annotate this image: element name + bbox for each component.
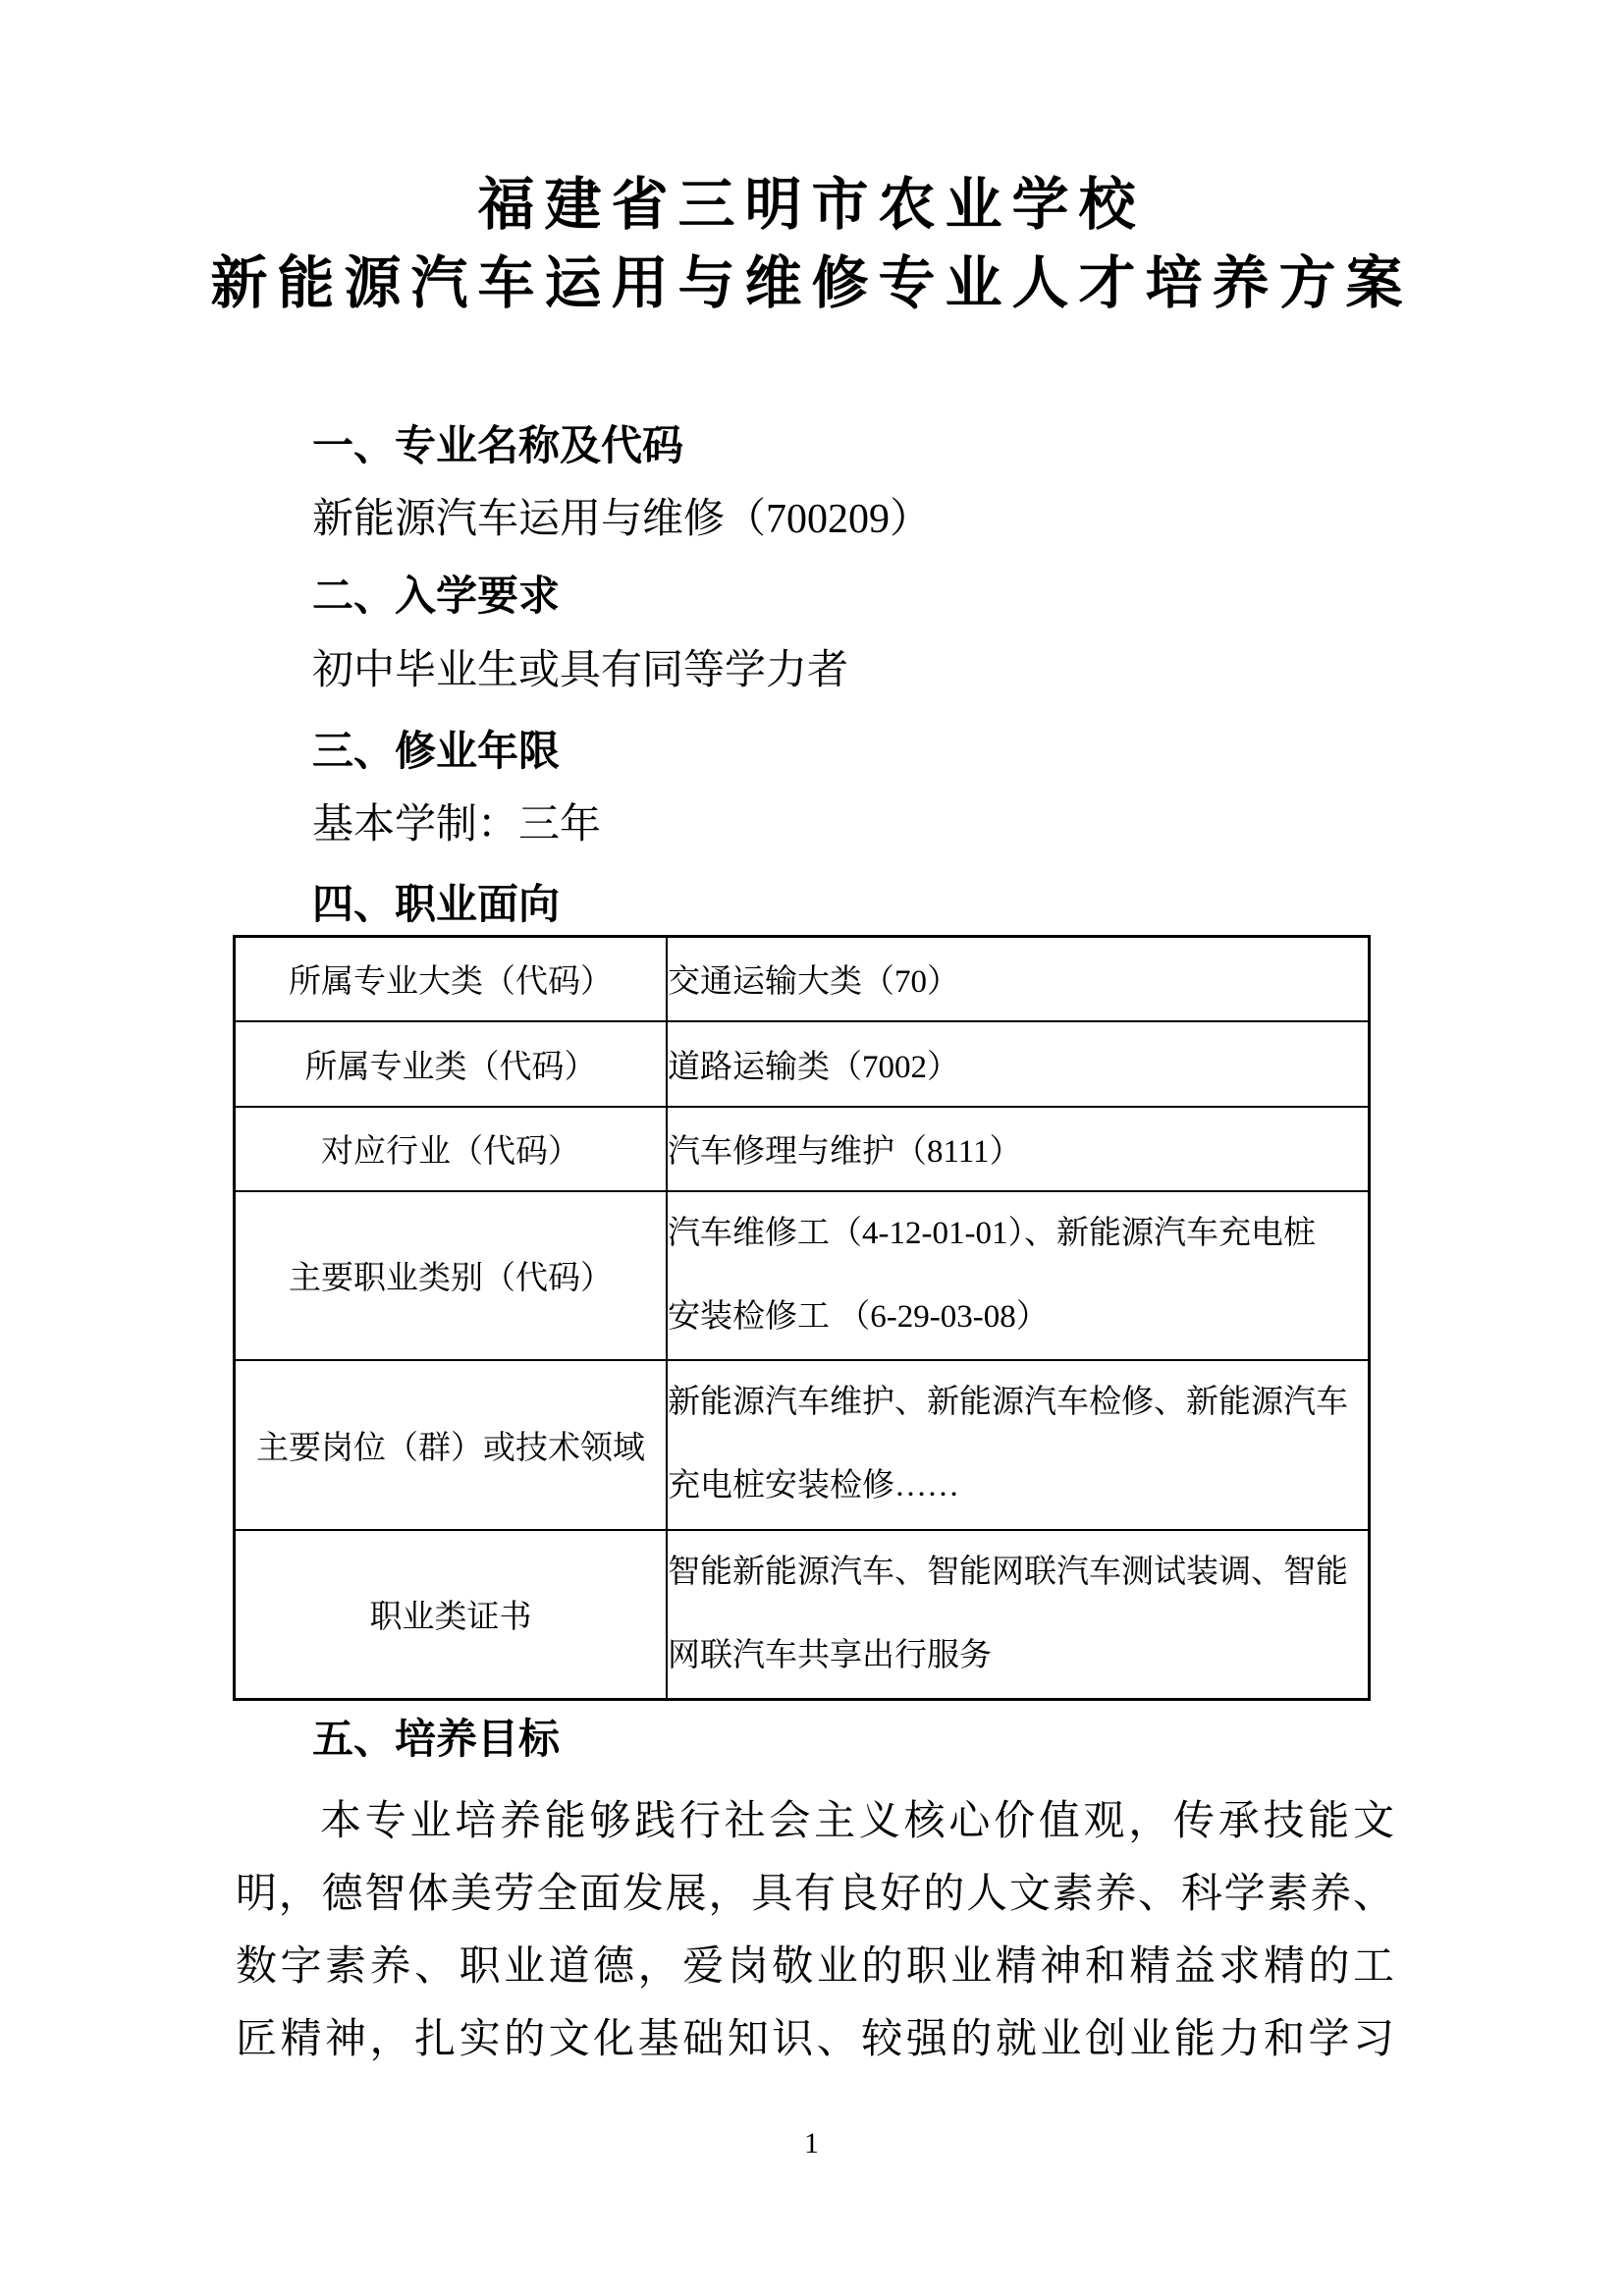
row-label: 所属专业类（代码） bbox=[235, 1021, 668, 1107]
row-value bbox=[667, 1530, 1370, 1700]
table-row bbox=[235, 1530, 1370, 1700]
row-value bbox=[667, 1021, 1370, 1107]
value-line: 充电桩安装检修…… bbox=[668, 1468, 959, 1503]
training-goal-paragraph bbox=[236, 1785, 1394, 2076]
value-line: 汽车修理与维护（8111） bbox=[668, 1134, 1022, 1170]
paragraph-line: 本专业培养能够践行社会主义核心价值观，传承技能文 bbox=[320, 1799, 1394, 1844]
row-label: 职业类证书 bbox=[235, 1530, 668, 1700]
page-number: 1 bbox=[804, 2127, 819, 2159]
row-label: 主要职业类别（代码） bbox=[235, 1191, 668, 1360]
row-label: 主要岗位（群）或技术领域 bbox=[235, 1360, 668, 1530]
paragraph-line: 数字素养、职业道德，爱岗敬业的职业精神和精益求精的工 bbox=[236, 1944, 1394, 1990]
section-heading-2: 二、入学要求 bbox=[312, 574, 561, 620]
section-heading-3: 三、修业年限 bbox=[312, 730, 561, 775]
value-line: 交通运输大类（70） bbox=[668, 964, 959, 1001]
value-line: 道路运输类（7002） bbox=[668, 1049, 959, 1085]
table-row bbox=[235, 1107, 1370, 1191]
section-body-3: 基本学制：三年 bbox=[312, 802, 602, 847]
value-line: 智能新能源汽车、智能网联汽车测试装调、智能 bbox=[668, 1554, 1348, 1590]
section-heading-1: 一、专业名称及代码 bbox=[312, 424, 684, 469]
row-value bbox=[667, 937, 1370, 1021]
table-row bbox=[235, 937, 1370, 1021]
paragraph-line: 明，德智体美劳全面发展，具有良好的人文素养、科学素养、 bbox=[236, 1872, 1394, 1917]
section-heading-5: 五、培养目标 bbox=[312, 1718, 561, 1763]
row-label: 对应行业（代码） bbox=[235, 1107, 668, 1191]
row-value bbox=[667, 1360, 1370, 1530]
table-row bbox=[235, 1191, 1370, 1360]
paragraph-line: 匠精神，扎实的文化基础知识、较强的就业创业能力和学习 bbox=[236, 2017, 1394, 2062]
value-line: 汽车维修工（4-12-01-01）、新能源汽车充电桩 bbox=[668, 1215, 1316, 1251]
section-body-2: 初中毕业生或具有同等学力者 bbox=[312, 648, 849, 693]
document-title-line1: 福建省三明市农业学校 bbox=[477, 173, 1146, 237]
row-value bbox=[667, 1107, 1370, 1191]
row-label: 所属专业大类（代码） bbox=[235, 937, 668, 1021]
section-heading-4: 四、职业面向 bbox=[312, 883, 561, 928]
document-title-line2: 新能源汽车运用与维修专业人才培养方案 bbox=[210, 251, 1413, 315]
value-line: 安装检修工 （6-29-03-08） bbox=[668, 1298, 1049, 1335]
value-line: 新能源汽车维护、新能源汽车检修、新能源汽车 bbox=[668, 1385, 1348, 1420]
row-value bbox=[667, 1191, 1370, 1360]
section-body-1: 新能源汽车运用与维修（700209） bbox=[312, 497, 932, 542]
table-row bbox=[235, 1021, 1370, 1107]
career-orientation-table bbox=[233, 935, 1371, 1701]
value-line: 网联汽车共享出行服务 bbox=[668, 1637, 992, 1673]
table-row bbox=[235, 1360, 1370, 1530]
